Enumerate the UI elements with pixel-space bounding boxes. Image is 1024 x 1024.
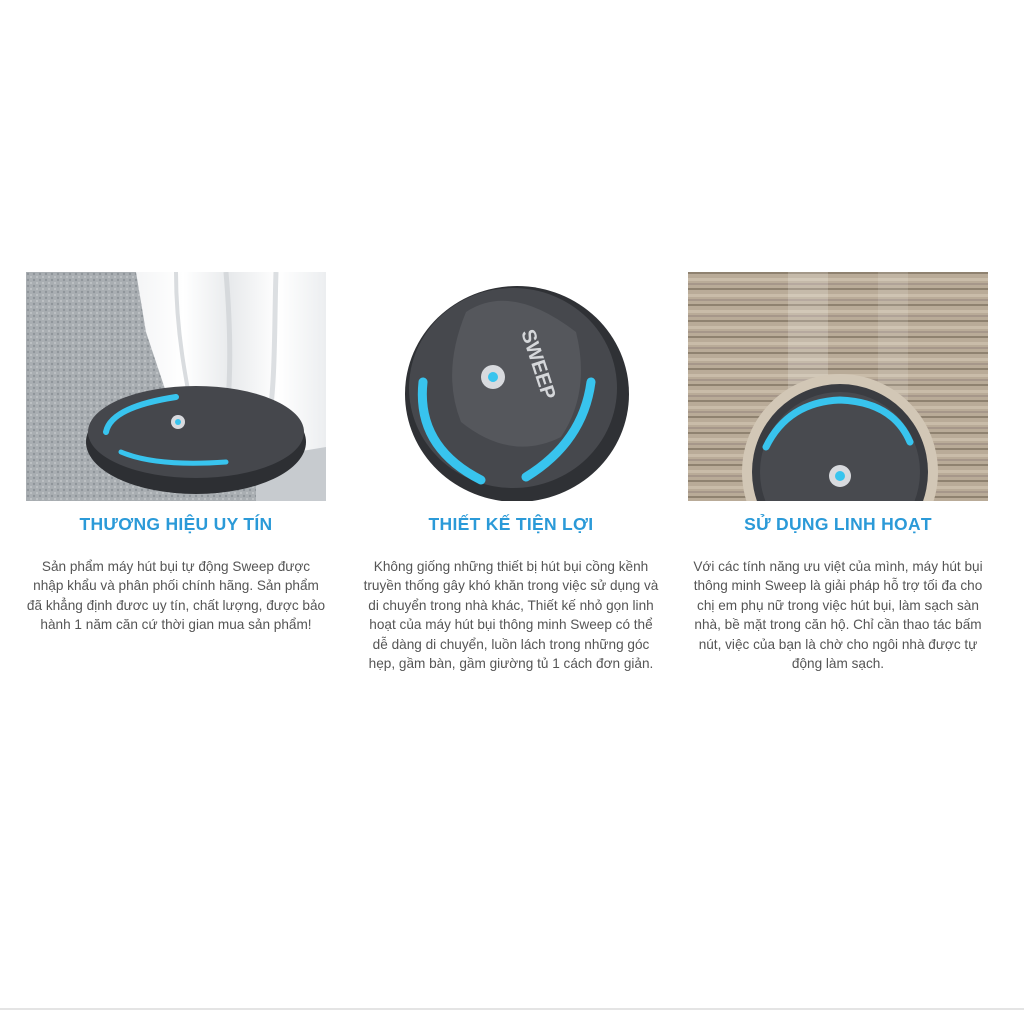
robot-carpet-image bbox=[26, 272, 326, 501]
feature-card-usage bbox=[688, 272, 988, 673]
feature-title: THIẾT KẾ TIỆN LỢI bbox=[428, 514, 594, 534]
feature-card-brand bbox=[26, 272, 326, 635]
feature-description: Với các tính năng ưu việt của mình, máy hút bụi thông minh Sweep là giải pháp hỗ trợ tối đa cho chị em phụ nữ trong việc hút bụi, làm sạch sàn nhà, bề mặt trong căn hộ. Chỉ cần thao tác bấm nút, việc của bạn là chờ cho ngôi nhà được tự động làm sạch. bbox=[693, 559, 983, 672]
feature-description: Không giống những thiết bị hút bụi cồng kềnh truyền thống gây khó khăn trong việc sử dụng và di chuyển trong nhà khác, Thiết kế nhỏ gọn linh hoạt của máy hút bụi thông minh Sweep có thể dễ dàng di chuyển, luồn lách trong những góc hẹp, gầm bàn, gầm giường tủ 1 cách đơn giản. bbox=[363, 559, 659, 672]
robot-product-image bbox=[361, 272, 661, 501]
feature-card-design bbox=[361, 272, 661, 673]
robot-on-wood-floor-photo bbox=[688, 272, 988, 501]
robot-brand-label: SWEEP bbox=[516, 326, 560, 403]
robot-on-carpet-photo bbox=[26, 272, 326, 501]
bottom-divider bbox=[0, 1008, 1024, 1010]
feature-title: SỬ DỤNG LINH HOẠT bbox=[744, 514, 932, 534]
robot-wood-floor-image bbox=[688, 272, 988, 501]
robot-product-photo bbox=[361, 272, 661, 501]
feature-description: Sản phẩm máy hút bụi tự động Sweep được nhập khẩu và phân phối chính hãng. Sản phẩm đã khẳng định đươc uy tín, chất lượng, được bảo hành 1 năm căn cứ thời gian mua sản phẩm! bbox=[26, 559, 326, 633]
feature-title: THƯƠNG HIỆU UY TÍN bbox=[79, 514, 273, 534]
